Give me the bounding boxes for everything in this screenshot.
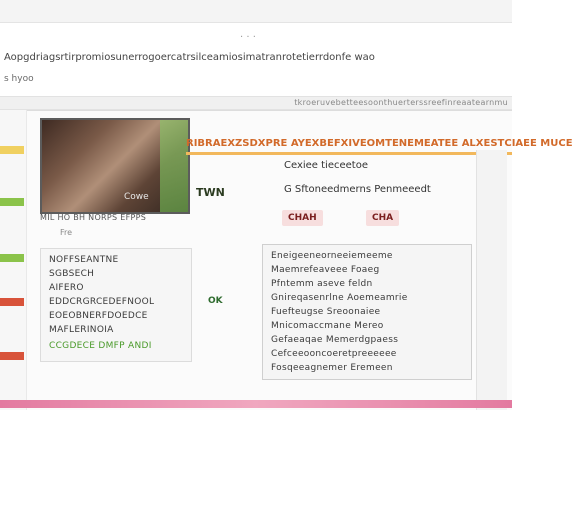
top-dots: · · · xyxy=(240,32,256,43)
left-line: EOEOBNERFDOEDCE xyxy=(49,311,148,321)
right-line: Maemrefeaveee Foaeg xyxy=(271,265,380,275)
left-line: EDDCRGRCEDEFNOOL xyxy=(49,297,155,307)
right-panel xyxy=(262,244,472,380)
right-line: Fuefteugse Sreoonaiee xyxy=(271,307,381,317)
footer-area xyxy=(0,410,512,512)
left-line: MAFLERINOIA xyxy=(49,325,114,335)
left-marker-green-2[interactable] xyxy=(0,254,24,262)
right-line: Gnireqasenrlne Aoemeamrie xyxy=(271,293,408,303)
left-panel-label: Fre xyxy=(60,228,73,237)
left-marker-red[interactable] xyxy=(0,298,24,306)
left-line-link[interactable]: CCGDECE DMFP ANDI xyxy=(49,341,152,351)
left-marker-red-2[interactable] xyxy=(0,352,24,360)
info-title: Cexiee tieceetoe xyxy=(284,160,368,171)
left-line: AIFERO xyxy=(49,283,84,293)
left-line: NOFFSEANTNE xyxy=(49,255,119,265)
right-line: Pfntemm aseve feldn xyxy=(271,279,373,289)
address-text[interactable]: Aopgdriagsrtirpromiosunerrogoercatrsilceamiosimatranrotetierrdonfe wao xyxy=(4,52,375,63)
right-line: Mnicomaccmane Mereo xyxy=(271,321,384,331)
right-line: Cefceeooncoeretpreeeeee xyxy=(271,349,397,359)
left-panel xyxy=(40,248,192,362)
feature-thumbnail[interactable] xyxy=(40,118,190,214)
mid-tag: OK xyxy=(208,296,223,306)
left-marker-green[interactable] xyxy=(0,198,24,206)
feature-badge: TWN xyxy=(196,186,225,199)
thumbnail-caption: MIL HO BH NORPS EFPPS xyxy=(40,213,147,222)
right-scrollbar[interactable] xyxy=(476,150,507,410)
feature-headline[interactable]: RIBRAEXZSDXPRE AYEXBEFXIVEOMTENEMEATEE ALXESTCIAEE MUCE xyxy=(186,138,512,155)
right-line: Gefaeaqae Memerdgpaess xyxy=(271,335,399,345)
action-button-b[interactable]: CHA xyxy=(366,210,399,226)
sub-text: s hyoo xyxy=(4,74,34,84)
right-line: Fosqeeagnemer Eremeen xyxy=(271,363,393,373)
action-button-a[interactable]: CHAH xyxy=(282,210,323,226)
bottom-accent-bar xyxy=(0,400,512,408)
thumbnail-label: Cowe xyxy=(124,192,149,202)
left-marker-yellow[interactable] xyxy=(0,146,24,154)
window-titlebar xyxy=(0,0,512,23)
thumbnail-edge xyxy=(160,120,188,212)
info-address: G Sftoneedmerns Penmeeedt xyxy=(284,184,431,195)
divider-text: tkroeruvebetteesoonthuerterssreefinreaatearnmu xyxy=(294,98,508,107)
left-line: SGBSECH xyxy=(49,269,95,279)
right-line: Eneigeeneorneeiemeeme xyxy=(271,251,393,261)
